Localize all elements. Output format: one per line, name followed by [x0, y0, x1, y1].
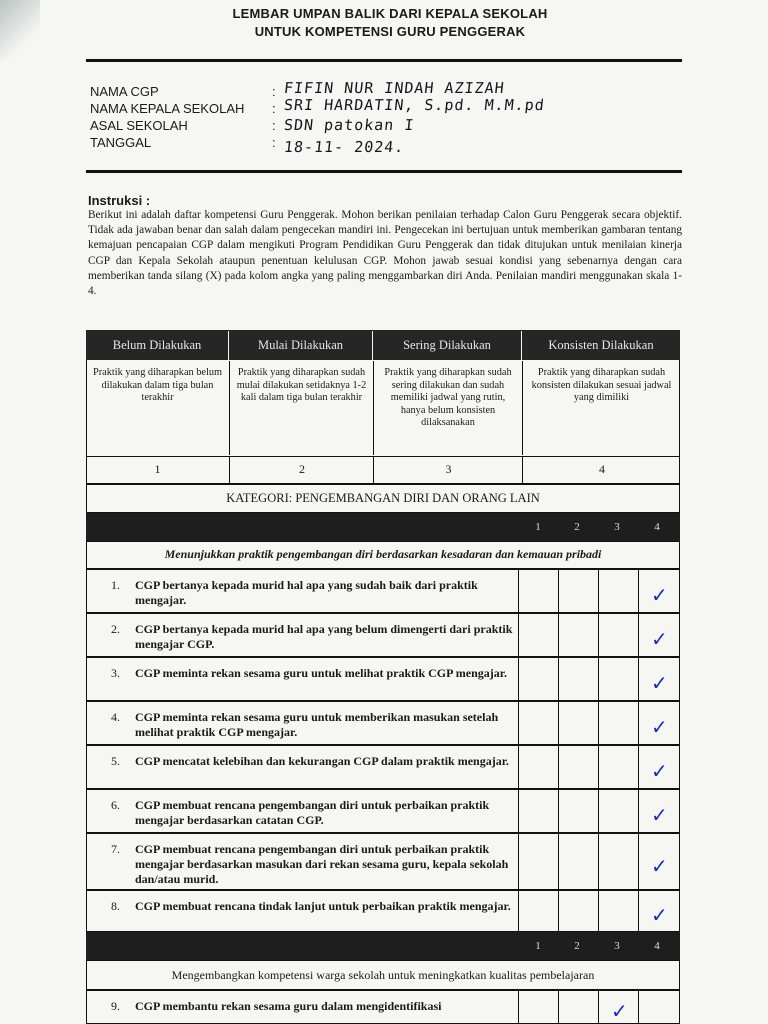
item-number: 1. [111, 578, 120, 592]
score-cell-1[interactable] [518, 991, 559, 1023]
scale-header-1: Belum Dilakukan [86, 330, 228, 360]
score-cell-3[interactable] [598, 658, 639, 700]
item-number: 7. [111, 842, 120, 856]
divider-top [86, 59, 682, 62]
score-cell-4[interactable] [638, 702, 679, 744]
item-text: CGP meminta rekan sesama guru untuk melihat praktik CGP mengajar. [135, 666, 508, 680]
section1-title: Menunjukkan praktik pengembangan diri berdasarkan kesadaran dan kemauan pribadi [164, 547, 602, 561]
score-cell-3[interactable] [598, 991, 639, 1023]
item-number: 5. [111, 754, 120, 768]
item-text: CGP membuat rencana pengembangan diri untuk perbaikan praktik mengajar berdasarkan catatan CGP. [135, 798, 490, 827]
scale-number-4: 4 [522, 456, 681, 483]
item-text: CGP membuat rencana pengembangan diri untuk perbaikan praktik mengajar berdasarkan masukan dari rekan sesama guru, kepala sekolah dan/atau murid. [135, 842, 509, 886]
item-row [86, 745, 680, 789]
item-row [86, 990, 680, 1024]
category-title: KATEGORI: PENGEMBANGAN DIRI DAN ORANG LAIN [226, 490, 540, 505]
value-tanggal[interactable]: 18-11- 2024. [283, 138, 406, 156]
scale-number-3: 3 [373, 456, 523, 483]
score-col-1: 1 [535, 521, 541, 533]
score-col-3: 3 [614, 521, 620, 533]
check-mark-icon: ✓ [651, 803, 668, 827]
divider-info [86, 170, 682, 173]
score-cell-3[interactable] [598, 834, 639, 889]
page-corner-shadow [0, 0, 40, 60]
score-cell-1[interactable] [518, 614, 559, 656]
score-column-header [86, 513, 680, 541]
check-mark-icon: ✓ [651, 853, 668, 878]
score-cell-4[interactable] [638, 891, 679, 931]
scale-desc-3: Praktik yang diharapkan sudah sering dilakukan dan sudah memiliki jadwal yang rutin, hanya belum konsisten dilaksanakan [373, 361, 522, 455]
score-cell-4[interactable] [638, 614, 679, 656]
item-number: 2. [111, 622, 120, 636]
score-cell-3[interactable] [598, 891, 639, 931]
colon: : [272, 101, 276, 116]
value-nama-kepala-sekolah[interactable]: SRI HARDATIN, S.pd. M.M.pd [283, 96, 546, 114]
score-cell-3[interactable] [598, 746, 639, 788]
item-text: CGP membantu rekan sesama guru dalam mengidentifikasi [135, 999, 442, 1013]
document-title-line1: LEMBAR UMPAN BALIK DARI KEPALA SEKOLAH [232, 6, 548, 21]
check-mark-icon: ✓ [651, 759, 668, 783]
score-cell-1[interactable] [518, 891, 559, 931]
score-cell-3[interactable] [598, 614, 639, 656]
document-title-line2: UNTUK KOMPETENSI GURU PENGGERAK [254, 24, 526, 39]
check-mark-icon: ✓ [651, 671, 668, 695]
scale-desc-1: Praktik yang diharapkan belum dilakukan dalam tiga bulan terakhir [93, 367, 222, 403]
colon: : [272, 118, 276, 133]
score-col-1: 1 [535, 940, 541, 952]
check-mark-icon: ✓ [651, 715, 668, 739]
label-nama-kepala-sekolah: NAMA KEPALA SEKOLAH [90, 101, 245, 116]
score-cell-3[interactable] [598, 790, 639, 832]
score-cell-1[interactable] [518, 790, 559, 832]
score-cell-4[interactable] [638, 658, 679, 700]
score-cell-4[interactable] [638, 790, 679, 832]
score-cell-2[interactable] [558, 746, 599, 788]
score-cell-2[interactable] [558, 614, 599, 656]
scale-header-2: Mulai Dilakukan [229, 330, 372, 360]
score-column-header-2 [86, 932, 680, 960]
score-cell-2[interactable] [558, 834, 599, 889]
scale-number-1: 1 [154, 462, 161, 476]
scale-header-3: Sering Dilakukan [373, 330, 521, 360]
item-number: 8. [111, 899, 120, 913]
check-mark-icon: ✓ [651, 627, 668, 651]
item-text: CGP meminta rekan sesama guru untuk memberikan masukan setelah melihat praktik CGP mengajar. [135, 710, 499, 739]
section2-title: Mengembangkan kompetensi warga sekolah untuk meningkatkan kualitas pembelajaran [171, 968, 595, 982]
colon: : [272, 84, 276, 99]
item-number: 4. [111, 710, 120, 724]
instructions-heading: Instruksi : [88, 193, 151, 208]
score-cell-1[interactable] [518, 570, 559, 612]
score-cell-2[interactable] [558, 790, 599, 832]
item-number: 9. [111, 999, 120, 1013]
label-asal-sekolah: ASAL SEKOLAH [90, 118, 188, 133]
score-cell-2[interactable] [558, 891, 599, 931]
scale-number-2: 2 [229, 456, 374, 483]
score-col-2: 2 [574, 940, 580, 952]
item-row [86, 789, 680, 833]
instructions-body: Berikut ini adalah daftar kompetensi Guru Penggerak. Mohon berikan penilaian terhadap Calon Guru Penggerak secara objektif. Tidak ada jawaban benar dan salah dalam pengecekan mandiri ini. Pengecekan ini bertujuan untuk memberikan gambaran tentang kemajuan pencapaian CGP dalam mengikuti Program Pendidikan Guru Penggerak dan tidak ditujukan untuk menilaian kinerja CGP dan Kepala Sekolah ataupun penentuan kelulusan CGP. Mohon jawab sesuai kondisi yang sebenarnya dengan cara memberikan tanda silang (X) pada kolom angka yang paling menggambarkan diri Anda. Penilaian mandiri menggunakan skala 1-4. [88, 209, 682, 298]
score-cell-3[interactable] [598, 702, 639, 744]
score-cell-2[interactable] [558, 570, 599, 612]
item-text: CGP membuat rencana tindak lanjut untuk perbaikan praktik mengajar. [135, 899, 511, 913]
item-text: CGP bertanya kepada murid hal apa yang belum dimengerti dari praktik mengajar CGP. [135, 622, 513, 651]
check-mark-icon: ✓ [611, 999, 628, 1023]
check-mark-icon: ✓ [651, 903, 668, 927]
scale-desc-4: Praktik yang diharapkan sudah konsisten dilakukan sesuai jadwal yang dimiliki [522, 361, 680, 455]
score-cell-2[interactable] [558, 991, 599, 1023]
value-asal-sekolah[interactable]: SDN patokan I [283, 116, 416, 134]
label-tanggal: TANGGAL [90, 135, 152, 150]
score-col-4: 4 [654, 940, 660, 952]
check-mark-icon: ✓ [651, 583, 668, 607]
score-cell-4[interactable] [638, 991, 679, 1023]
colon: : [272, 135, 276, 150]
score-col-2: 2 [574, 521, 580, 533]
label-nama-cgp: NAMA CGP [90, 84, 159, 99]
score-col-3: 3 [614, 940, 620, 952]
item-row [86, 613, 680, 657]
item-number: 6. [111, 798, 120, 812]
score-cell-4[interactable] [638, 834, 679, 889]
scale-header-4: Konsisten Dilakukan [522, 330, 680, 360]
item-row [86, 569, 680, 613]
scale-desc-2: Praktik yang diharapkan sudah mulai dilakukan setidaknya 1-2 kali dalam tiga bulan terakhir [229, 361, 373, 455]
score-cell-4[interactable] [638, 746, 679, 788]
item-row [86, 833, 680, 890]
score-cell-1[interactable] [518, 702, 559, 744]
score-cell-1[interactable] [518, 658, 559, 700]
item-row [86, 657, 680, 701]
score-cell-3[interactable] [598, 570, 639, 612]
item-number: 3. [111, 666, 120, 680]
score-cell-1[interactable] [518, 834, 559, 889]
score-col-4: 4 [654, 521, 660, 533]
item-text: CGP mencatat kelebihan dan kekurangan CGP dalam praktik mengajar. [135, 754, 509, 768]
item-row [86, 890, 680, 932]
item-text: CGP bertanya kepada murid hal apa yang sudah baik dari praktik mengajar. [135, 578, 478, 607]
score-cell-4[interactable] [638, 570, 679, 612]
score-cell-2[interactable] [558, 658, 599, 700]
score-cell-2[interactable] [558, 702, 599, 744]
item-row [86, 701, 680, 745]
score-cell-1[interactable] [518, 746, 559, 788]
value-nama-cgp[interactable]: FIFIN NUR INDAH AZIZAH [283, 79, 506, 97]
